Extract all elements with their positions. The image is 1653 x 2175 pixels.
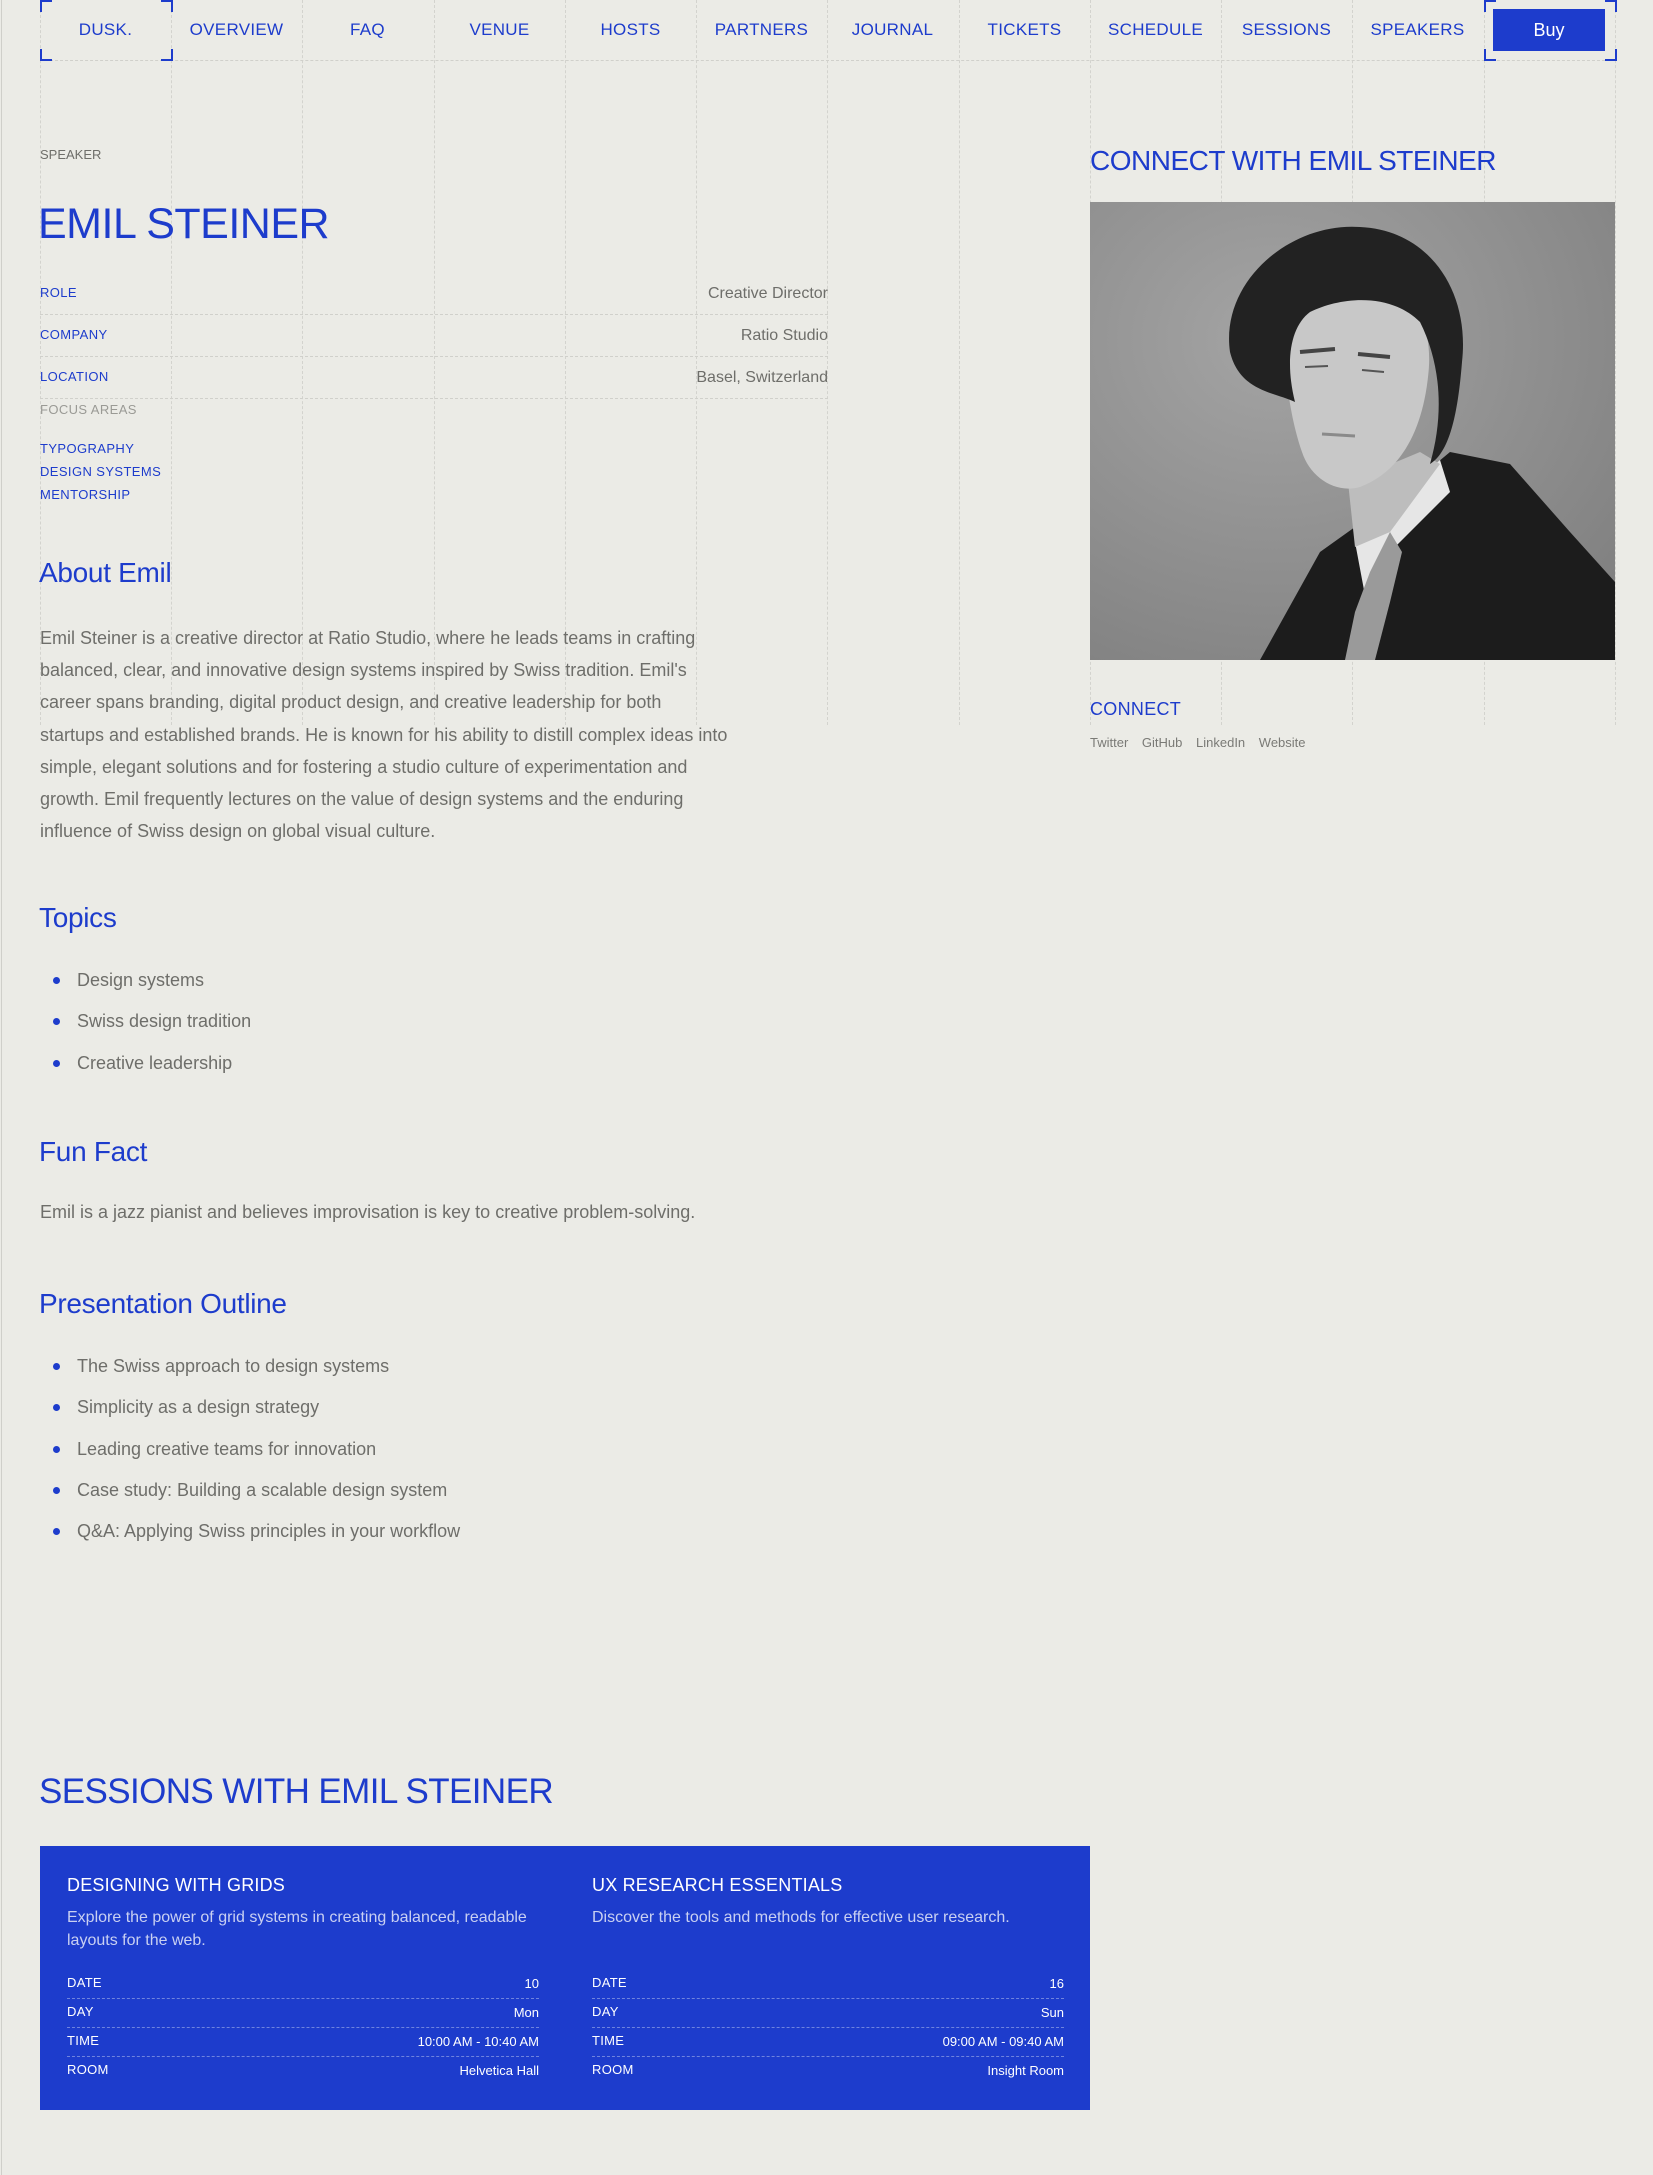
nav-logo[interactable]: DUSK. xyxy=(78,20,133,39)
session-row-day xyxy=(592,1999,1064,2028)
focus-area-item: TYPOGRAPHY xyxy=(40,441,135,456)
top-navigation xyxy=(40,0,1615,61)
session-row-time xyxy=(592,2028,1064,2057)
connect-title: CONNECT WITH EMIL STEINER xyxy=(1090,145,1496,176)
github-link[interactable]: GitHub xyxy=(1141,735,1183,750)
row-value: 16 xyxy=(1049,1976,1064,1991)
row-label: TIME xyxy=(67,2033,100,2048)
detail-value: Creative Director xyxy=(707,285,828,302)
buy-corner-mark xyxy=(1605,0,1617,12)
outline-heading: Presentation Outline xyxy=(39,1288,287,1319)
row-label: ROOM xyxy=(67,2062,109,2077)
focus-areas-label: FOCUS AREAS xyxy=(40,402,137,417)
nav-journal[interactable]: JOURNAL xyxy=(851,20,934,39)
logo-corner-mark xyxy=(40,0,52,12)
nav-overview[interactable]: OVERVIEW xyxy=(189,20,284,39)
row-value: 10 xyxy=(524,1976,539,1991)
topics-list xyxy=(40,968,251,1092)
row-label: TIME xyxy=(592,2033,625,2048)
nav-venue[interactable]: VENUE xyxy=(469,20,530,39)
social-links xyxy=(1090,735,1316,750)
detail-row-role xyxy=(40,272,828,315)
nav-tickets[interactable]: TICKETS xyxy=(987,20,1062,39)
detail-value: Basel, Switzerland xyxy=(696,369,828,386)
buy-button[interactable]: Buy xyxy=(1493,9,1605,51)
website-link[interactable]: Website xyxy=(1258,735,1306,750)
nav-schedule[interactable]: SCHEDULE xyxy=(1108,20,1203,39)
speaker-eyebrow: SPEAKER xyxy=(40,147,102,162)
twitter-link[interactable]: Twitter xyxy=(1090,735,1129,750)
row-value: Sun xyxy=(1040,2005,1064,2020)
detail-row-location xyxy=(40,356,828,399)
logo-corner-mark xyxy=(161,0,173,12)
session-description: Discover the tools and methods for effective user research. xyxy=(592,1909,1010,1926)
session-title: DESIGNING WITH GRIDS xyxy=(67,1875,286,1895)
session-row-room xyxy=(592,2057,1064,2085)
detail-value: Ratio Studio xyxy=(740,327,828,344)
row-label: DAY xyxy=(592,2004,619,2019)
about-text: Emil Steiner is a creative director at Ratio Studio, where he leads teams in crafting balanced, clear, and innovative design systems inspired by Swiss tradition. Emil's career spans branding, digital product design, and creative leadership for both startups and established brands. He is known for his ability to distill complex ideas into simple, elegant solutions and for fostering a studio culture of experimentation and growth. Emil frequently lectures on the value of design systems and the enduring influence of Swiss design on global visual culture. xyxy=(40,628,728,842)
session-description: Explore the power of grid systems in creating balanced, readable layouts for the web. xyxy=(67,1909,527,1949)
session-title: UX RESEARCH ESSENTIALS xyxy=(592,1875,843,1895)
logo-corner-mark xyxy=(161,49,173,61)
topic-item: Swiss design tradition xyxy=(40,1009,251,1050)
logo-corner-mark xyxy=(40,49,52,61)
nav-faq[interactable]: FAQ xyxy=(350,20,385,39)
nav-sessions[interactable]: SESSIONS xyxy=(1241,20,1332,39)
outline-item: Case study: Building a scalable design system xyxy=(40,1478,460,1519)
sessions-title: SESSIONS WITH EMIL STEINER xyxy=(39,1772,554,1811)
fun-fact-heading: Fun Fact xyxy=(39,1136,148,1167)
session-row-date xyxy=(592,1970,1064,1999)
sessions-panel xyxy=(40,1846,1090,2110)
session-row-date xyxy=(67,1970,539,1999)
detail-label: LOCATION xyxy=(40,369,109,384)
connect-label: CONNECT xyxy=(1090,699,1182,719)
row-label: DATE xyxy=(592,1975,627,1990)
detail-label: ROLE xyxy=(40,285,78,300)
session-row-day xyxy=(67,1999,539,2028)
speaker-name: EMIL STEINER xyxy=(38,200,330,248)
row-value: Insight Room xyxy=(987,2063,1064,2078)
buy-corner-mark xyxy=(1605,49,1617,61)
topic-item: Design systems xyxy=(40,968,251,1009)
focus-areas-list xyxy=(40,437,161,506)
row-value: 10:00 AM - 10:40 AM xyxy=(417,2034,539,2049)
row-label: ROOM xyxy=(592,2062,634,2077)
detail-row-company xyxy=(40,314,828,357)
fun-fact-text: Emil is a jazz pianist and believes improvisation is key to creative problem-solving. xyxy=(40,1202,696,1222)
row-label: DATE xyxy=(67,1975,102,1990)
session-row-room xyxy=(67,2057,539,2085)
outline-item: Q&A: Applying Swiss principles in your workflow xyxy=(40,1519,460,1560)
speaker-portrait xyxy=(1090,202,1615,660)
session-row-time xyxy=(67,2028,539,2057)
outline-item: Leading creative teams for innovation xyxy=(40,1437,460,1478)
topic-item: Creative leadership xyxy=(40,1051,251,1092)
page-frame-line xyxy=(1,0,2,2175)
detail-label: COMPANY xyxy=(40,327,108,342)
about-heading: About Emil xyxy=(39,557,172,588)
outline-item: Simplicity as a design strategy xyxy=(40,1395,460,1436)
outline-item: The Swiss approach to design systems xyxy=(40,1354,460,1395)
linkedin-link[interactable]: LinkedIn xyxy=(1196,735,1246,750)
topics-heading: Topics xyxy=(39,902,117,933)
nav-hosts[interactable]: HOSTS xyxy=(600,20,661,39)
nav-speakers[interactable]: SPEAKERS xyxy=(1370,20,1465,39)
row-value: Mon xyxy=(513,2005,539,2020)
row-value: Helvetica Hall xyxy=(459,2063,539,2078)
nav-partners[interactable]: PARTNERS xyxy=(714,20,809,39)
focus-area-item: MENTORSHIP xyxy=(40,487,131,502)
row-label: DAY xyxy=(67,2004,94,2019)
outline-list xyxy=(40,1354,460,1560)
row-value: 09:00 AM - 09:40 AM xyxy=(942,2034,1064,2049)
focus-area-item: DESIGN SYSTEMS xyxy=(40,464,162,479)
